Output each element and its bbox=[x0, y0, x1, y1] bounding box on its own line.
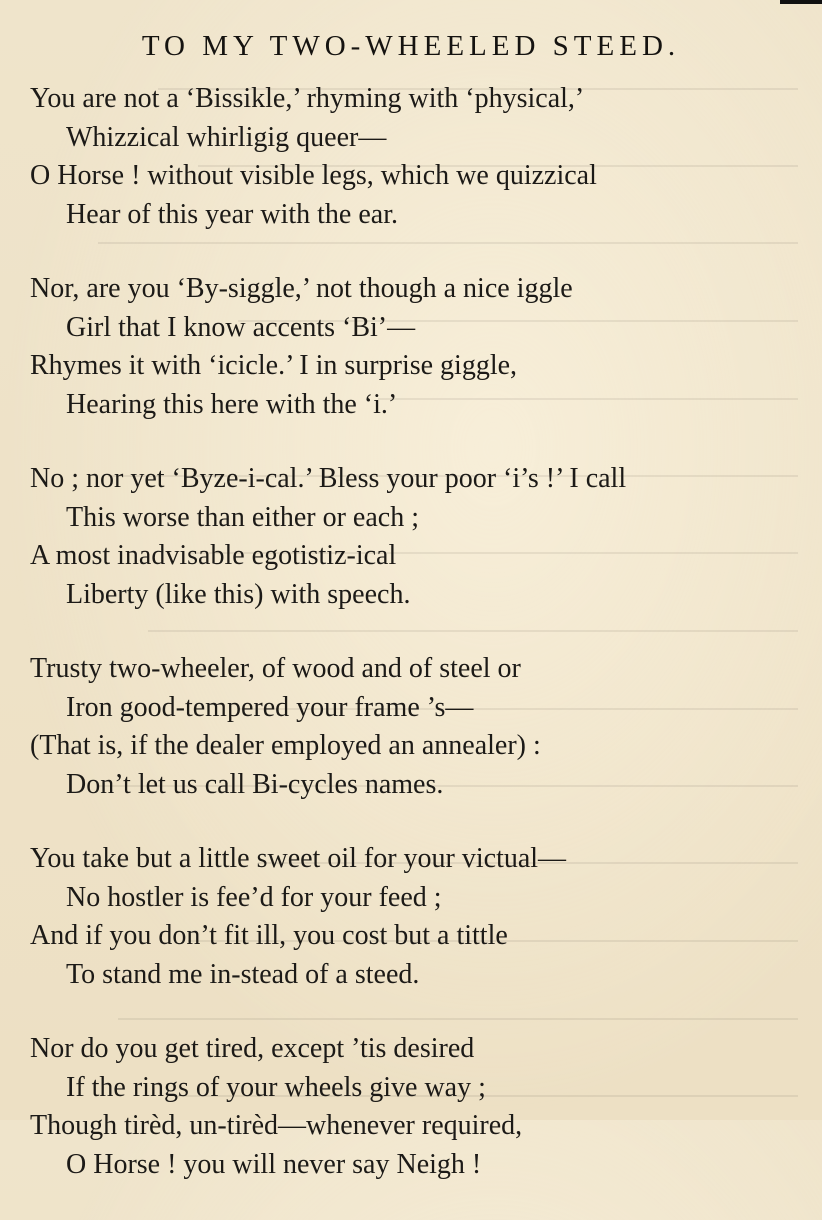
poem-line: O Horse ! without visible legs, which we quizzical bbox=[30, 160, 597, 191]
poem-line: To stand me in-stead of a steed. bbox=[66, 958, 420, 990]
poem-line: If the rings of your wheels give way ; bbox=[66, 1071, 486, 1103]
poem-line: You take but a little sweet oil for your victual— bbox=[30, 843, 567, 874]
poem-line: And if you don’t fit ill, you cost but a tittle bbox=[30, 920, 508, 951]
poem-line: Nor, are you ‘By-siggle,’ not though a nice iggle bbox=[30, 273, 573, 304]
poem-line: Girl that I know accents ‘Bi’— bbox=[66, 311, 416, 343]
poem-line: Don’t let us call Bi-cycles names. bbox=[66, 768, 444, 800]
stanza bbox=[30, 270, 810, 424]
poem-line: Rhymes it with ‘icicle.’ I in surprise giggle, bbox=[30, 350, 518, 381]
poem-line: Iron good-tempered your frame ’s— bbox=[66, 691, 474, 723]
poem-line: O Horse ! you will never say Neigh ! bbox=[66, 1148, 482, 1180]
poem-line: A most inadvisable egotistiz-ical bbox=[30, 540, 397, 571]
poem-body bbox=[30, 80, 810, 1220]
poem-line: Whizzical whirligig queer— bbox=[66, 121, 387, 153]
poem-line: Hearing this here with the ‘i.’ bbox=[66, 388, 398, 420]
poem-line: Liberty (like this) with speech. bbox=[66, 578, 411, 610]
stanza bbox=[30, 80, 810, 234]
poem-line: This worse than either or each ; bbox=[66, 501, 419, 533]
poem-line: You are not a ‘Bissikle,’ rhyming with ‘physical,’ bbox=[30, 83, 585, 114]
poem-line: No hostler is fee’d for your feed ; bbox=[66, 881, 442, 913]
poem-line: No ; nor yet ‘Byze-i-cal.’ Bless your poor ‘i’s !’ I call bbox=[30, 463, 627, 494]
stanza bbox=[30, 650, 810, 804]
poem-line: (That is, if the dealer employed an annealer) : bbox=[30, 730, 541, 761]
poem-title: TO MY TWO-WHEELED STEED. bbox=[141, 30, 681, 62]
poem-line: Nor do you get tired, except ’tis desired bbox=[30, 1033, 475, 1064]
poem-line: Though tirèd, un-tirèd—whenever required, bbox=[30, 1110, 523, 1141]
poem-line: Hear of this year with the ear. bbox=[66, 198, 398, 230]
stanza bbox=[30, 1030, 810, 1184]
stanza bbox=[30, 460, 810, 614]
poem-line: Trusty two-wheeler, of wood and of steel or bbox=[30, 653, 521, 684]
stanza bbox=[30, 840, 810, 994]
